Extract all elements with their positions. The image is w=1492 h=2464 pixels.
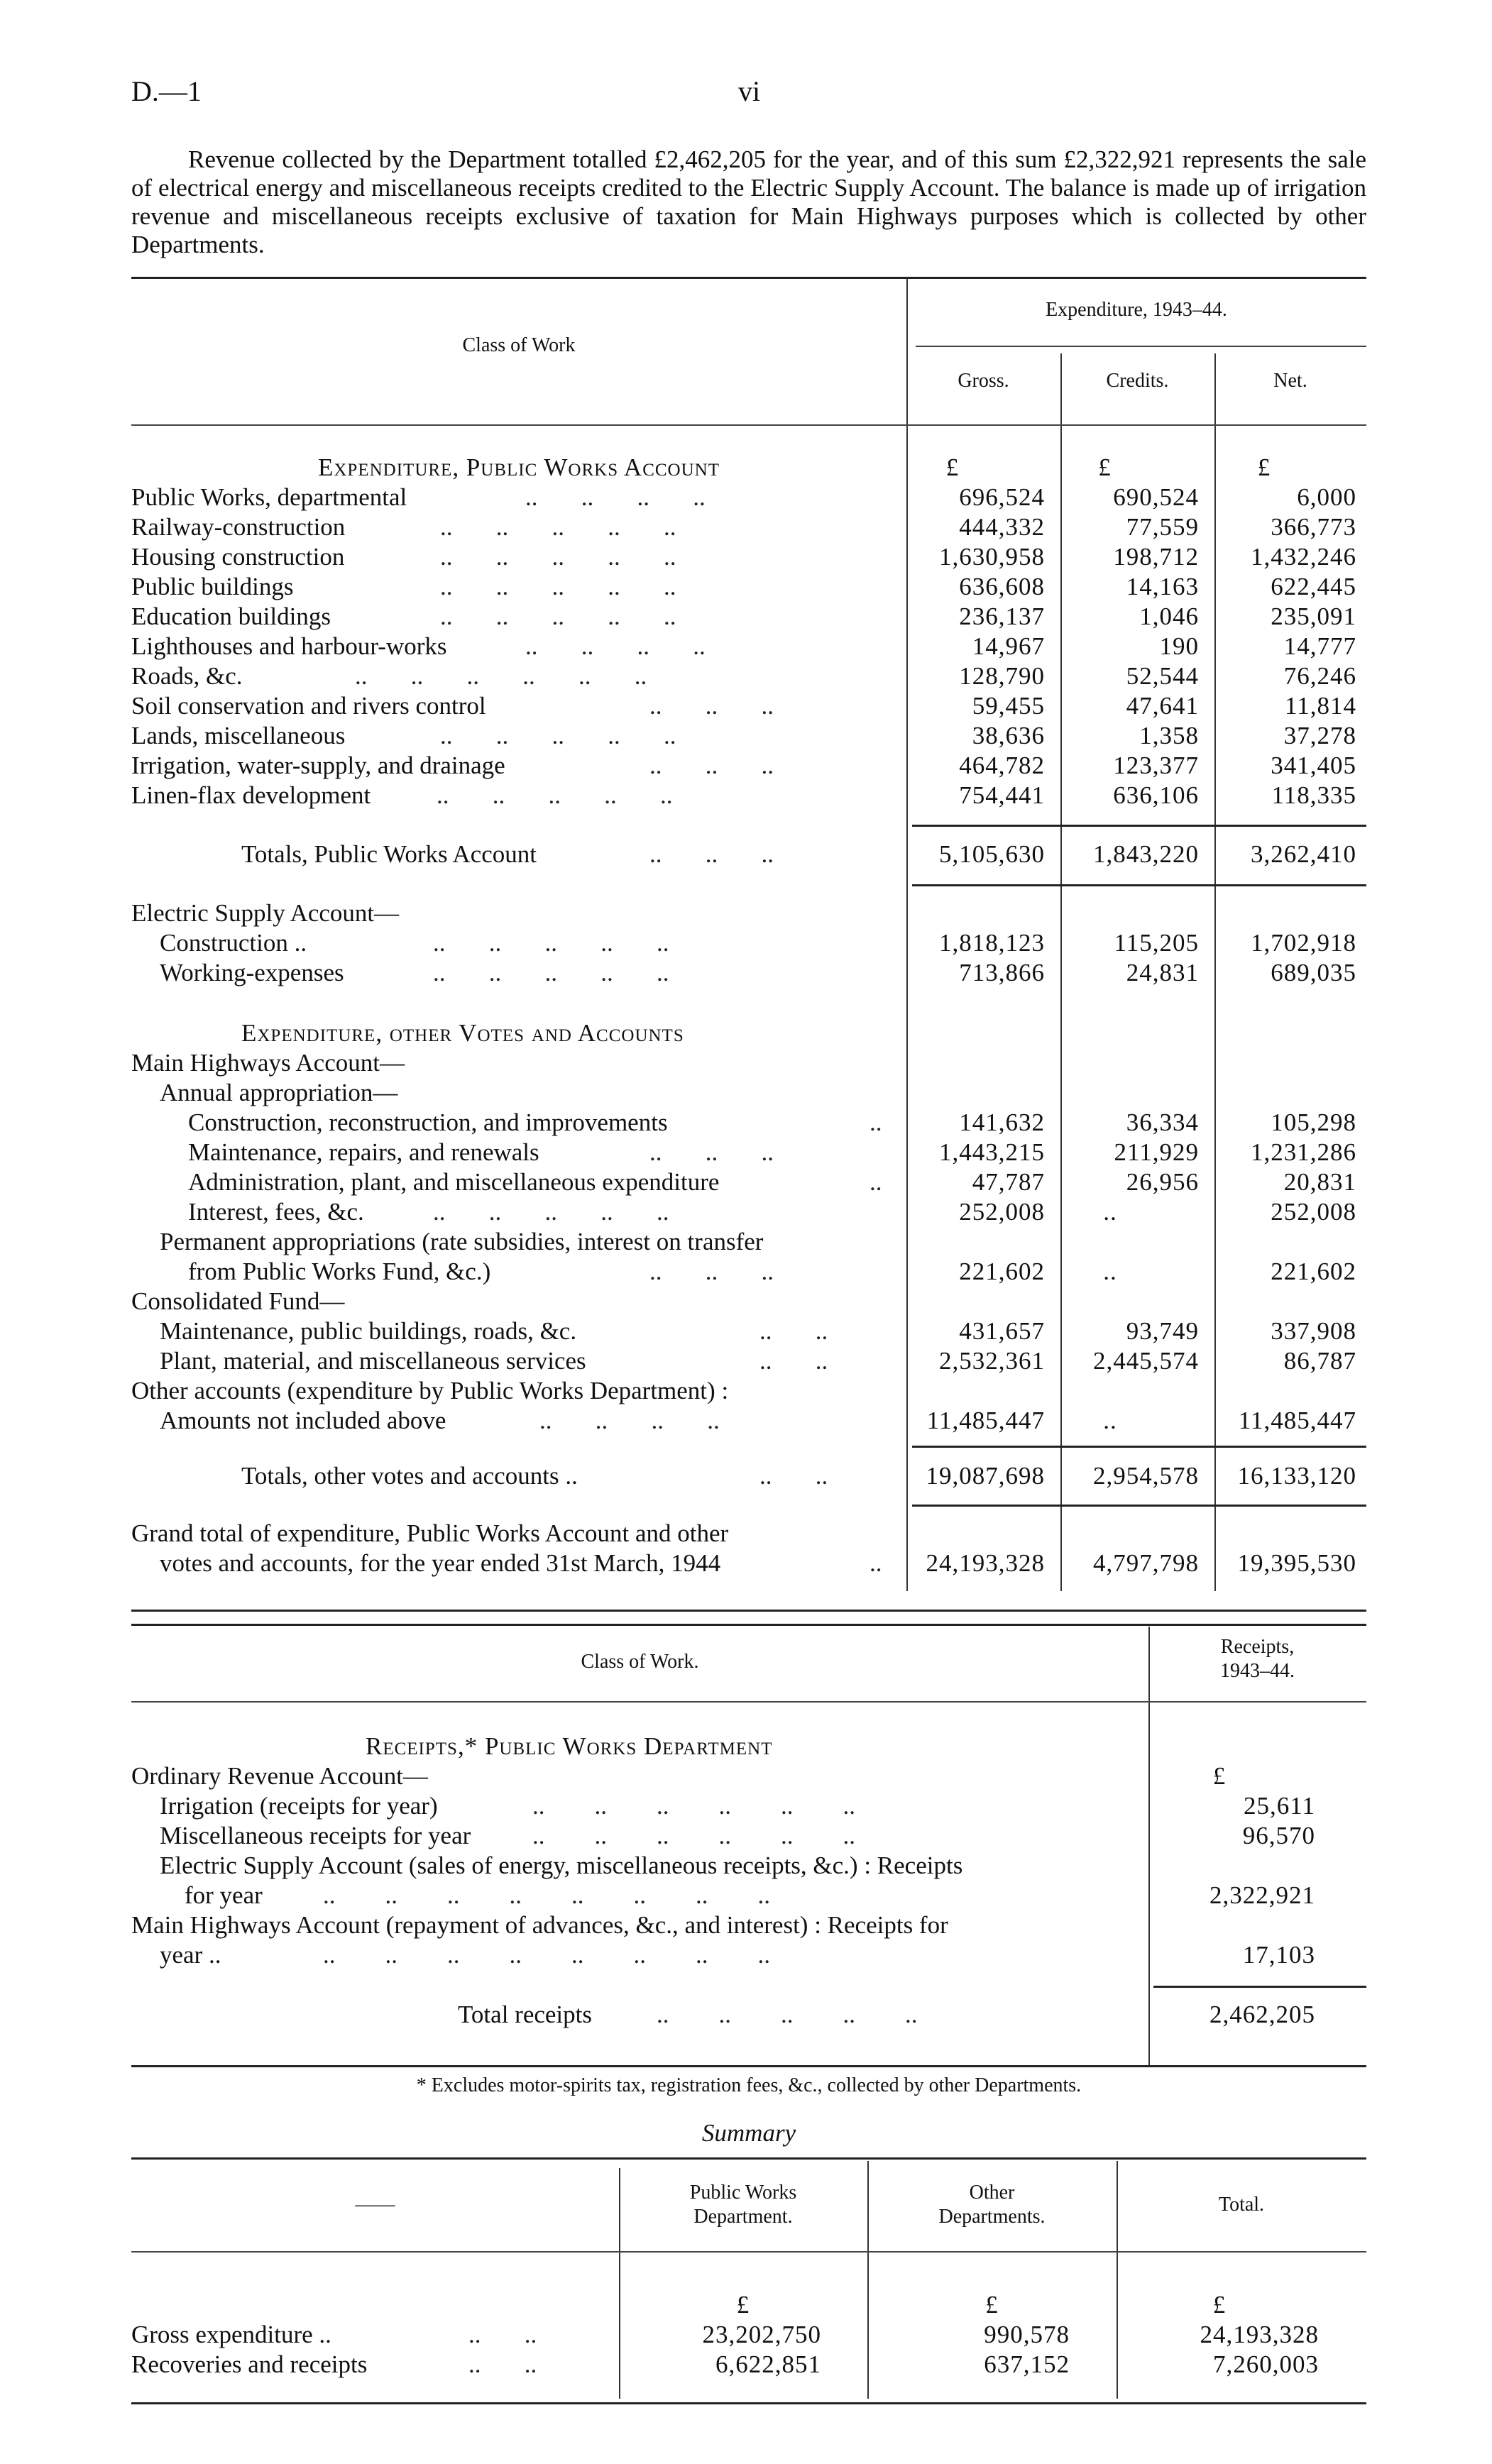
leader-dots: .. .. .. .. ..: [440, 603, 676, 630]
electric-supply-heading: Electric Supply Account—: [131, 899, 400, 927]
intro-paragraph: Revenue collected by the Department totalled £2,462,205 for the year, and of this sum £2,322,921 represents the sale of electrical energy and miscellaneous receipts credited to the Electric Supply Account. The balance is made up of irrigation revenue and miscellaneous receipts exclusive of taxation for Main Highways purposes which is collected by other Departments.: [131, 145, 1366, 258]
row-label: Irrigation, water-supply, and drainage: [131, 752, 505, 779]
leader-dots: ..: [870, 1549, 882, 1577]
row-label: Housing construction: [131, 543, 345, 571]
leader-dots: .. ..: [468, 2321, 537, 2348]
row-label: Roads, &c.: [131, 662, 243, 690]
other-value: 990,578: [984, 2321, 1070, 2348]
permanent-appropriations-label: Permanent appropriations (rate subsidies, interest on transfer: [160, 1228, 764, 1255]
currency-symbol: £: [985, 2291, 999, 2319]
gross-value: 11,485,447: [926, 1407, 1045, 1434]
column-header-credits: Credits.: [1106, 370, 1169, 392]
credits-value: 77,559: [1126, 513, 1199, 541]
table-row: [0, 928, 1492, 958]
table-row: [0, 542, 1492, 572]
leader-dots: .. .. .. ..: [525, 632, 706, 660]
credits-value: 198,712: [1113, 543, 1199, 571]
credits-total: 2,954,578: [1093, 1462, 1199, 1490]
net-value: 6,000: [1297, 483, 1356, 511]
table-rule-top: [131, 2157, 1366, 2160]
row-label: Total receipts: [458, 2001, 592, 2028]
gross-value: 636,608: [959, 573, 1045, 600]
gross-value: 464,782: [959, 752, 1045, 779]
totals-row: [0, 2000, 1492, 2030]
net-value: 689,035: [1271, 959, 1356, 986]
gross-value: 696,524: [959, 483, 1045, 511]
subtotal-rule: [912, 884, 1366, 886]
row-label: Soil conservation and rivers control: [131, 692, 486, 720]
row-label: Amounts not included above: [160, 1407, 446, 1434]
net-value: 105,298: [1271, 1109, 1356, 1136]
row-label: Totals, Public Works Account: [241, 840, 537, 868]
row-label: Maintenance, repairs, and renewals: [188, 1138, 539, 1166]
credits-value: 36,334: [1126, 1109, 1199, 1136]
column-header-total: Total.: [1218, 2194, 1265, 2216]
row-label: Maintenance, public buildings, roads, &c.: [160, 1317, 577, 1345]
header-rule: [131, 1701, 1366, 1703]
leader-dots: .. .. .. .. ..: [433, 929, 669, 957]
leader-dots: .. .. .. .. ..: [440, 543, 676, 571]
table-row: [0, 751, 1492, 781]
row-label: year ..: [160, 1941, 221, 1969]
leader-dots: .. .. .. .. ..: [440, 513, 676, 541]
row-label: Railway-construction: [131, 513, 346, 541]
gross-value: 1,443,215: [939, 1138, 1045, 1166]
gross-value: 38,636: [972, 722, 1045, 749]
leader-dots: .. ..: [759, 1462, 828, 1490]
credits-value: 115,205: [1114, 929, 1199, 957]
gross-value: 221,602: [959, 1258, 1045, 1285]
credits-value: 47,641: [1126, 692, 1199, 720]
credits-value: 636,106: [1113, 781, 1199, 809]
table-row: [0, 1108, 1492, 1138]
gross-value: 128,790: [959, 662, 1045, 690]
consolidated-fund-heading: Consolidated Fund—: [131, 1287, 345, 1315]
table-row: [0, 512, 1492, 542]
credits-value: 1,046: [1139, 603, 1199, 630]
section-title: Expenditure, Public Works Account: [318, 453, 720, 481]
credits-value: ..: [1103, 1407, 1117, 1434]
row-label: Lands, miscellaneous: [131, 722, 346, 749]
currency-symbol: £: [1212, 1762, 1227, 1790]
receipt-value: 17,103: [1242, 1941, 1315, 1969]
grand-total-label: Grand total of expenditure, Public Works Account and other: [131, 1519, 729, 1547]
leader-dots: ..: [870, 1168, 882, 1196]
row-label: Gross expenditure ..: [131, 2321, 331, 2348]
table-rule-bottom: [131, 2065, 1366, 2067]
annual-appropriation-heading: Annual appropriation—: [160, 1079, 398, 1106]
net-value: 86,787: [1283, 1347, 1356, 1375]
table-row: [0, 1791, 1492, 1821]
row-label: Irrigation (receipts for year): [160, 1792, 438, 1820]
highways-receipts-label: Main Highways Account (repayment of advances, &c., and interest) : Receipts for: [131, 1911, 948, 1939]
table-row: [0, 781, 1492, 810]
row-label: Public Works, departmental: [131, 483, 407, 511]
net-value: 37,278: [1283, 722, 1356, 749]
table-row: [0, 572, 1492, 602]
leader-dots: .. .. .. .. .. ..: [355, 662, 647, 690]
credits-grand-total: 4,797,798: [1093, 1549, 1199, 1577]
net-value: 366,773: [1271, 513, 1356, 541]
expenditure-group-header: Expenditure, 1943–44.: [1046, 299, 1227, 321]
row-label: Linen-flax development: [131, 781, 371, 809]
ordinary-revenue-heading: Ordinary Revenue Account—: [131, 1762, 428, 1790]
credits-value: 26,956: [1126, 1168, 1199, 1196]
pwd-value: 6,622,851: [715, 2350, 821, 2378]
main-highways-heading: Main Highways Account—: [131, 1049, 405, 1077]
credits-value: 14,163: [1126, 573, 1199, 600]
currency-symbol: £: [736, 2291, 750, 2319]
leader-dots: .. .. .. ..: [539, 1407, 720, 1434]
table-row: [0, 1257, 1492, 1287]
row-label: Recoveries and receipts: [131, 2350, 368, 2378]
credits-value: 24,831: [1126, 959, 1199, 986]
table-row: [0, 2320, 1492, 2350]
net-value: 252,008: [1271, 1198, 1356, 1226]
row-label: Construction, reconstruction, and improvements: [188, 1109, 668, 1136]
credits-value: 2,445,574: [1093, 1347, 1199, 1375]
credits-value: 690,524: [1113, 483, 1199, 511]
net-value: 118,335: [1271, 781, 1356, 809]
net-value: 11,485,447: [1238, 1407, 1356, 1434]
footnote: * Excludes motor-spirits tax, registration fees, &c., collected by other Departments.: [416, 2074, 1082, 2096]
electric-receipts-label: Electric Supply Account (sales of energy, miscellaneous receipts, &c.) : Receipts: [160, 1852, 963, 1879]
leader-dots: .. ..: [468, 2350, 537, 2378]
currency-symbol: £: [1098, 453, 1112, 481]
gross-value: 754,441: [959, 781, 1045, 809]
net-value: 341,405: [1271, 752, 1356, 779]
currency-symbol: £: [945, 453, 960, 481]
leader-dots: .. .. ..: [649, 1258, 774, 1285]
net-value: 337,908: [1271, 1317, 1356, 1345]
section-title: Expenditure, other Votes and Accounts: [241, 1019, 684, 1047]
column-header-other-line2: Departments.: [938, 2206, 1046, 2228]
grand-total-row: [0, 1549, 1492, 1578]
table-row: [0, 1406, 1492, 1436]
leader-dots: .. .. .. .. .. ..: [532, 1792, 855, 1820]
other-accounts-label: Other accounts (expenditure by Public Works Department) :: [131, 1377, 729, 1404]
credits-value: 211,929: [1114, 1138, 1199, 1166]
net-value: 20,831: [1283, 1168, 1356, 1196]
gross-value: 14,967: [972, 632, 1045, 660]
leader-dots: .. .. .. .. ..: [657, 2001, 918, 2028]
table-row: [0, 721, 1492, 751]
leader-dots: .. .. .. .. .. .. .. ..: [323, 1941, 770, 1969]
table-rule-bottom: [131, 2402, 1366, 2404]
currency-symbol: £: [1212, 2291, 1227, 2319]
net-value: 622,445: [1271, 573, 1356, 600]
document-code: D.—1: [131, 75, 202, 107]
row-label: from Public Works Fund, &c.): [188, 1258, 491, 1285]
gross-value: 713,866: [959, 959, 1045, 986]
gross-value: 141,632: [959, 1109, 1045, 1136]
total-value: 7,260,003: [1213, 2350, 1319, 2378]
table-row: [0, 1821, 1492, 1851]
subtotal-rule: [1153, 1986, 1366, 1988]
class-of-work-header: Class of Work: [462, 334, 576, 356]
leader-dots: .. ..: [759, 1347, 828, 1375]
leader-dots: .. .. .. .. ..: [440, 722, 676, 749]
gross-total: 5,105,630: [939, 840, 1045, 868]
table-row: [0, 1138, 1492, 1167]
credits-value: 190: [1159, 632, 1199, 660]
leader-dots: .. ..: [759, 1317, 828, 1345]
net-value: 76,246: [1283, 662, 1356, 690]
gross-value: 47,787: [972, 1168, 1045, 1196]
credits-value: ..: [1103, 1198, 1117, 1226]
table-rule-top: [131, 1624, 1366, 1626]
totals-row: [0, 1461, 1492, 1491]
gross-value: 2,532,361: [939, 1347, 1045, 1375]
table-row: [0, 1316, 1492, 1346]
leader-dots: .. .. .. ..: [525, 483, 706, 511]
credits-value: 52,544: [1126, 662, 1199, 690]
row-label: Construction ..: [160, 929, 307, 957]
row-label: Lighthouses and harbour-works: [131, 632, 447, 660]
leader-dots: .. .. .. .. .. .. .. ..: [323, 1881, 770, 1909]
credits-value: ..: [1103, 1258, 1117, 1285]
credits-value: 123,377: [1113, 752, 1199, 779]
table-row: [0, 1197, 1492, 1227]
leader-dots: .. .. ..: [649, 840, 774, 868]
header-rule: [131, 2251, 1366, 2253]
gross-value: 1,630,958: [939, 543, 1045, 571]
table-row: [0, 958, 1492, 988]
column-header-pwd: Public Works: [689, 2182, 797, 2204]
section-title: Receipts,* Public Works Department: [366, 1732, 773, 1760]
row-label: Plant, material, and miscellaneous services: [160, 1347, 586, 1375]
row-label: for year: [185, 1881, 263, 1909]
gross-total: 19,087,698: [926, 1462, 1045, 1490]
table-row: [0, 483, 1492, 512]
leader-dots: .. .. ..: [649, 692, 774, 720]
row-label: votes and accounts, for the year ended 31st March, 1944: [160, 1549, 721, 1577]
gross-grand-total: 24,193,328: [926, 1549, 1045, 1577]
leader-dots: .. .. ..: [649, 752, 774, 779]
net-value: 11,814: [1285, 692, 1356, 720]
credits-value: 93,749: [1126, 1317, 1199, 1345]
gross-value: 444,332: [959, 513, 1045, 541]
net-value: 1,432,246: [1251, 543, 1356, 571]
net-grand-total: 19,395,530: [1237, 1549, 1356, 1577]
column-header-gross: Gross.: [958, 370, 1009, 392]
table-row: [0, 1167, 1492, 1197]
table-row: [0, 1881, 1492, 1910]
leader-dots: .. .. .. .. ..: [437, 781, 673, 809]
gross-value: 252,008: [959, 1198, 1045, 1226]
gross-value: 1,818,123: [939, 929, 1045, 957]
row-label: Totals, other votes and accounts ..: [241, 1462, 578, 1490]
credits-value: 1,358: [1139, 722, 1199, 749]
class-of-work-header: Class of Work.: [581, 1651, 699, 1673]
other-value: 637,152: [984, 2350, 1070, 2378]
currency-symbol: £: [1257, 453, 1271, 481]
net-value: 14,777: [1283, 632, 1356, 660]
net-value: 1,231,286: [1251, 1138, 1356, 1166]
net-total: 16,133,120: [1237, 1462, 1356, 1490]
receipt-value: 2,322,921: [1209, 1881, 1315, 1909]
net-value: 221,602: [1271, 1258, 1356, 1285]
row-label: Miscellaneous receipts for year: [160, 1822, 471, 1849]
subtotal-rule: [912, 825, 1366, 827]
table-row: [0, 661, 1492, 691]
page-number: vi: [738, 75, 761, 107]
net-value: 1,702,918: [1251, 929, 1356, 957]
summary-title: Summary: [701, 2119, 796, 2147]
row-label: Interest, fees, &c.: [188, 1198, 364, 1226]
receipts-year-header: 1943–44.: [1220, 1660, 1295, 1682]
table-row: [0, 2350, 1492, 2380]
table-row: [0, 602, 1492, 632]
gross-value: 59,455: [972, 692, 1045, 720]
receipt-value: 25,611: [1244, 1792, 1315, 1820]
gross-value: 431,657: [959, 1317, 1045, 1345]
row-label: Working-expenses: [160, 959, 344, 986]
table-row: [0, 1346, 1492, 1376]
pwd-value: 23,202,750: [702, 2321, 821, 2348]
table-row: [0, 691, 1492, 721]
leader-dots: .. .. ..: [649, 1138, 774, 1166]
table-rule-bottom: [131, 1610, 1366, 1612]
blank-header: ——: [355, 2194, 395, 2216]
subtotal-rule: [912, 1505, 1366, 1507]
net-value: 235,091: [1271, 603, 1356, 630]
subtotal-rule: [912, 1446, 1366, 1448]
column-header-pwd-line2: Department.: [693, 2206, 793, 2228]
receipts-header: Receipts,: [1220, 1636, 1295, 1658]
row-label: Administration, plant, and miscellaneous expenditure: [188, 1168, 720, 1196]
column-header-net: Net.: [1273, 370, 1307, 392]
header-rule: [131, 424, 1366, 426]
row-label: Public buildings: [131, 573, 294, 600]
column-header-other: Other: [969, 2182, 1015, 2204]
total-value: 24,193,328: [1200, 2321, 1319, 2348]
group-header-rule: [916, 346, 1366, 347]
credits-total: 1,843,220: [1093, 840, 1199, 868]
table-row: [0, 632, 1492, 661]
row-label: Education buildings: [131, 603, 331, 630]
leader-dots: .. .. .. .. .. ..: [532, 1822, 855, 1849]
total-receipts-value: 2,462,205: [1209, 2001, 1315, 2028]
gross-value: 236,137: [959, 603, 1045, 630]
receipt-value: 96,570: [1242, 1822, 1315, 1849]
totals-row: [0, 840, 1492, 869]
net-total: 3,262,410: [1251, 840, 1356, 868]
table-row: [0, 1940, 1492, 1970]
leader-dots: .. .. .. .. ..: [433, 1198, 669, 1226]
leader-dots: .. .. .. .. ..: [440, 573, 676, 600]
table-rule-top: [131, 277, 1366, 279]
leader-dots: .. .. .. .. ..: [433, 959, 669, 986]
leader-dots: ..: [870, 1109, 882, 1136]
